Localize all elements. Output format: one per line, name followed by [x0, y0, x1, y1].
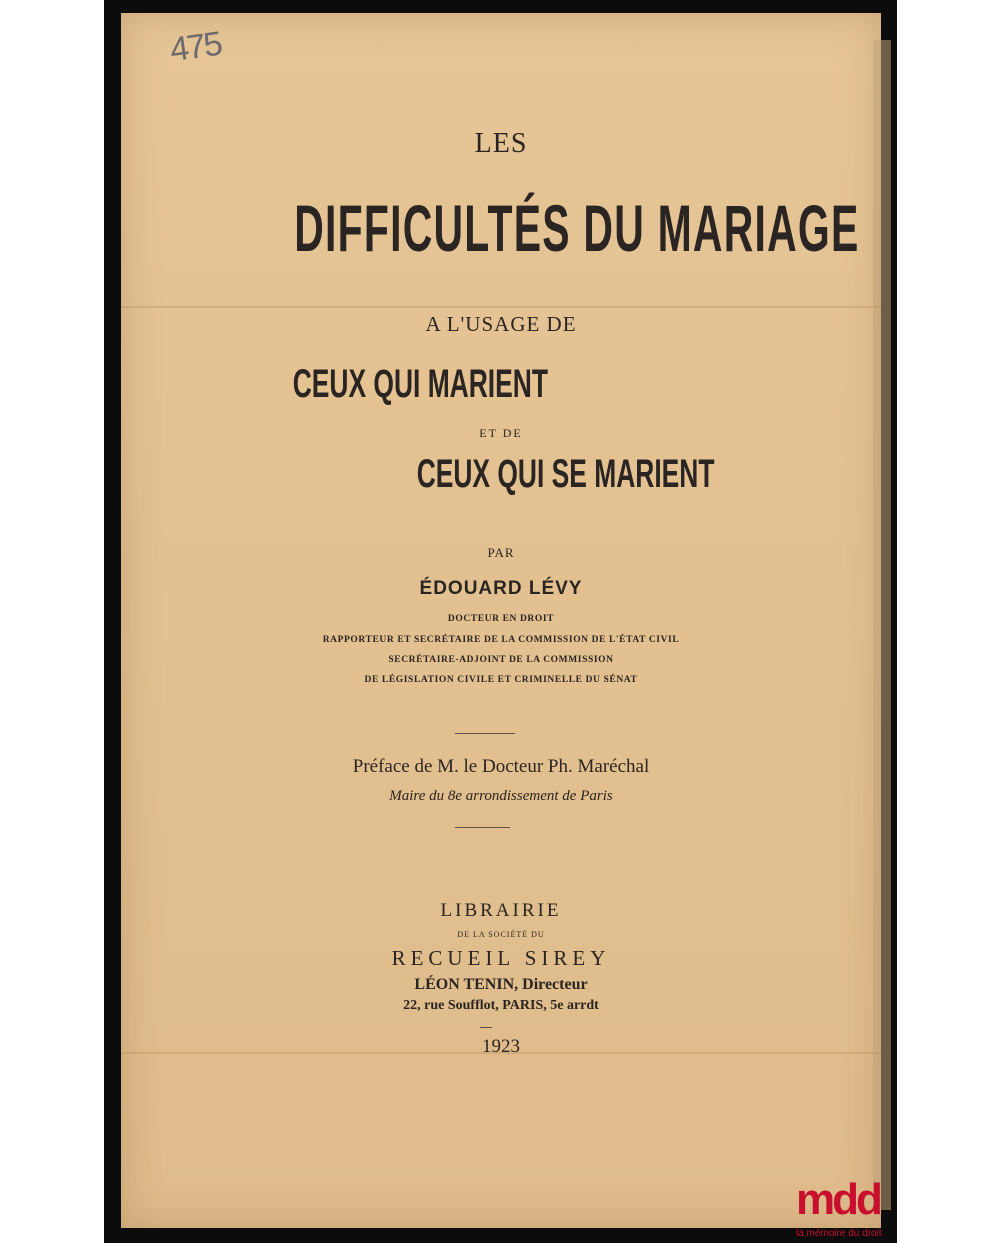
publication-year: 1923	[482, 1036, 520, 1057]
subtitle-line-1: CEUX QUI MARIENT	[292, 362, 548, 406]
pencil-note: 475	[167, 24, 224, 70]
fold-line	[121, 306, 881, 308]
author-role: DOCTEUR EN DROIT	[447, 614, 555, 624]
author-role: DE LÉGISLATION CIVILE ET CRIMINELLE DU SÉNAT	[364, 675, 638, 685]
publisher-societe: DE LA SOCIÉTÉ DU	[457, 930, 545, 939]
divider	[455, 733, 515, 734]
publisher-name: RECUEIL SIREY	[391, 946, 611, 970]
subtitle-line-2: CEUX QUI SE MARIENT	[416, 452, 715, 496]
divider	[455, 827, 510, 828]
logo-letters: mdd	[796, 1175, 880, 1224]
par: PAR	[487, 545, 515, 560]
publisher-librairie: LIBRAIRIE	[440, 900, 562, 921]
usage-line: A L'USAGE DE	[425, 312, 577, 336]
title-row	[121, 190, 881, 266]
preface-subtitle: Maire du 8e arrondissement de Paris	[389, 788, 613, 804]
subtitle-row-2	[340, 452, 760, 497]
logo-tagline: la mémoire du droit	[796, 1228, 882, 1239]
author-role: RAPPORTEUR ET SECRÉTAIRE DE LA COMMISSION DE L'ÉTAT CIVIL	[322, 635, 680, 645]
mdd-logo	[796, 1175, 900, 1242]
divider	[480, 1027, 492, 1028]
author-role: SECRÉTAIRE-ADJOINT DE LA COMMISSION	[388, 655, 614, 665]
title-les: LES	[474, 128, 528, 159]
publisher-director: LÉON TENIN, Directeur	[414, 976, 588, 993]
subtitle-row-1	[200, 362, 640, 407]
preface: Préface de M. le Docteur Ph. Maréchal	[352, 756, 650, 777]
et-de: ET DE	[479, 426, 523, 440]
book-title: DIFFICULTÉS DU MARIAGE	[294, 191, 860, 265]
publisher-address: 22, rue Soufflot, PARIS, 5e arrdt	[403, 998, 599, 1013]
author-name: ÉDOUARD LÉVY	[419, 578, 583, 599]
